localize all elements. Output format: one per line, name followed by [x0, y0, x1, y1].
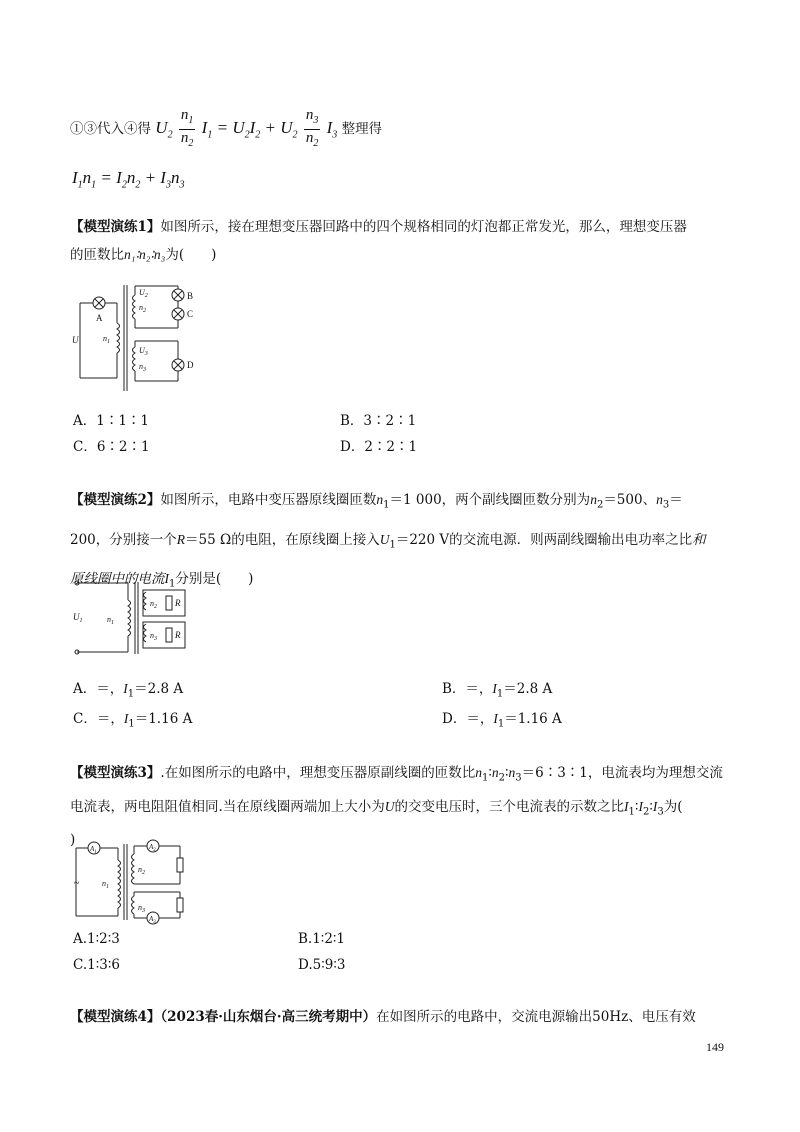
n3-label: $n_3$ [138, 903, 145, 914]
q2-option-a-text: A．＝， [73, 681, 124, 697]
q2-text-b1: 200，分别接一个 [70, 531, 177, 548]
q1-text-c: 为( ) [165, 247, 217, 263]
q1-heading: 【模型演练1】 [70, 219, 161, 235]
q1-option-d[interactable]: D．2∶2∶1 [340, 439, 418, 455]
n2-label: $n_2$ [138, 865, 145, 876]
q2-option-c-text: C．＝， [73, 711, 124, 727]
q3-text-b3: 为( [663, 798, 683, 815]
q2-option-d-text: D．＝， [442, 711, 494, 727]
q2-text-a: 如图所示，电路中变压器原线圈匝数 [160, 492, 377, 508]
derivation-suffix: 整理得 [341, 121, 383, 137]
q3-heading: 【模型演练3】 [70, 765, 161, 781]
q2-option-d-val: ＝1.16 A [504, 711, 562, 727]
q2-text-c: 原线圈中的电流 [70, 571, 165, 587]
q2-text-c2: 分别是( ) [175, 571, 254, 588]
lamp-d-label: D [187, 360, 194, 370]
q2-option-b-val: ＝2.8 A [503, 681, 553, 697]
ammeter-a3-label: $A_3$ [149, 915, 156, 925]
voltage-u-label: U [72, 335, 79, 345]
q2-text-b3: ＝220 V的交流电源．则两副线圈输出电功率之比 [395, 531, 693, 548]
q1-text [70, 213, 735, 269]
n1-label: $n_1$ [102, 879, 109, 890]
u2-label: $U_2$ [139, 288, 148, 299]
q1-option-c[interactable]: C．6∶2∶1 [73, 439, 150, 455]
q3-circuit-figure [72, 840, 190, 925]
n2-label: $n_2$ [150, 599, 157, 610]
q3-option-b[interactable]: B.1∶2∶1 [298, 931, 346, 947]
q3-text-a2: ＝6∶3∶1，电流表均为理想交流 [521, 765, 723, 781]
q3-text-c: ) [70, 832, 76, 849]
q1-text-a: 如图所示，接在理想变压器回路中的四个规格相同的灯泡都正常发光，那么，理想变压器 [160, 219, 687, 235]
q2-text-a2: ＝1 000，两个副线圈匝数分别为 [389, 492, 591, 508]
q2-option-c[interactable]: C．＝，$I_1=1.16$ A [73, 711, 193, 730]
q2-heading: 【模型演练2】 [70, 492, 161, 508]
ammeter-a2-label: $A_2$ [149, 843, 156, 853]
n3-label: $n_3$ [150, 631, 157, 642]
q2-text-a3: ＝500、 [603, 492, 657, 508]
q2-text-b2: ＝55 Ω的电阻，在原线圈上接入 [185, 531, 380, 548]
ac-source-symbol: ~ [74, 878, 80, 889]
q3-text-a: .在如图所示的电路中，理想变压器原副线圈的匝数比 [160, 765, 476, 781]
q4-text-body: 在如图所示的电路中，交流电源输出50Hz、电压有效 [376, 1009, 696, 1025]
q2-option-a[interactable]: A．＝，$I_1=2.8$ A [73, 681, 184, 700]
q3-text-b: 电流表，两电阻阻值相同.当在原线圈两端加上大小为 [70, 798, 385, 815]
q4-text [70, 1003, 735, 1031]
q1-circuit-figure [72, 283, 212, 395]
q2-text-a4: ＝ [669, 492, 683, 508]
r-label-1: R [175, 598, 181, 608]
q4-source: （2023春·山东烟台·高三统考期中） [160, 1009, 377, 1025]
derivation-line-2: $I_1n_1 = I_2n_2 + I_3n_3$ [72, 168, 185, 191]
lamp-a-label: A [96, 313, 103, 323]
q2-text-b4: 和 [692, 531, 706, 547]
q1-option-b[interactable]: B．3∶2∶1 [340, 413, 417, 429]
u1-label: $U_1$ [73, 612, 83, 624]
q2-circuit-figure [72, 580, 192, 658]
page-number: 149 [706, 1040, 724, 1054]
q2-option-b[interactable]: B．＝，$I_1=2.8$ A [442, 681, 553, 700]
q3-option-d[interactable]: D.5∶9∶3 [298, 957, 346, 973]
u3-label: $U_3$ [139, 346, 148, 357]
lamp-c-label: C [187, 309, 194, 319]
ammeter-a1-label: $A_1$ [90, 845, 97, 855]
derivation-prefix: ①③代入④得 [70, 121, 151, 137]
q1-option-a[interactable]: A．1∶1∶1 [73, 413, 150, 429]
q4-heading: 【模型演练4】 [70, 1009, 161, 1025]
q2-option-c-val: ＝1.16 A [134, 711, 193, 727]
n1-label: $n_1$ [107, 615, 114, 626]
q1-ratio: n₁∶n₂∶n₃ [124, 247, 166, 262]
derivation-line-1: ①③代入④得 $U_2$ $\frac{n_1}{n_2}$ $I_1 = U_2I_2 + U_2$ $\frac{n_3}{n_2}$ $I_3$ 整理得 [70, 107, 383, 149]
q3-text-b2: 的交变电压时，三个电流表的示数之比 [394, 798, 625, 815]
q2-option-d[interactable]: D．＝，$I_1=1.16$ A [442, 711, 562, 730]
lamp-b-label: B [187, 291, 194, 301]
n3-label: $n_3$ [139, 362, 146, 373]
q1-text-b: 的匝数比 [70, 247, 124, 263]
q2-text: 【模型演练2】如图所示，电路中变压器原线圈匝数$n_1=1$ 000，两个副线圈匝数分别为$n_2=500$、$n_3=$ 200，分别接一个R＝55 Ω的电阻，在原线圈上接入$U_1=220$ V的交流电源．则两副线圈输出电功率之比和 原线圈中的电流$I_1$分别是( ) [70, 492, 706, 591]
q3-text: 【模型演练3】.在如图所示的电路中，理想变压器原副线圈的匝数比$n_1∶n_2∶n_3=6∶3∶1$，电流表均为理想交流 电流表，两电阻阻值相同.当在原线圈两端加上大小为U的交变电压时，三个电流表的示数之比$I_1∶I_2∶I_3$为( ) [70, 765, 723, 849]
n1-label: $n_1$ [103, 334, 110, 345]
q3-option-a[interactable]: A.1∶2∶3 [73, 931, 120, 947]
q3-option-c[interactable]: C.1∶3∶6 [73, 957, 120, 973]
q2-option-a-val: ＝2.8 A [134, 681, 184, 697]
q2-option-b-text: B．＝， [442, 681, 493, 697]
r-label-2: R [175, 630, 181, 640]
n2-label: $n_2$ [139, 303, 146, 314]
